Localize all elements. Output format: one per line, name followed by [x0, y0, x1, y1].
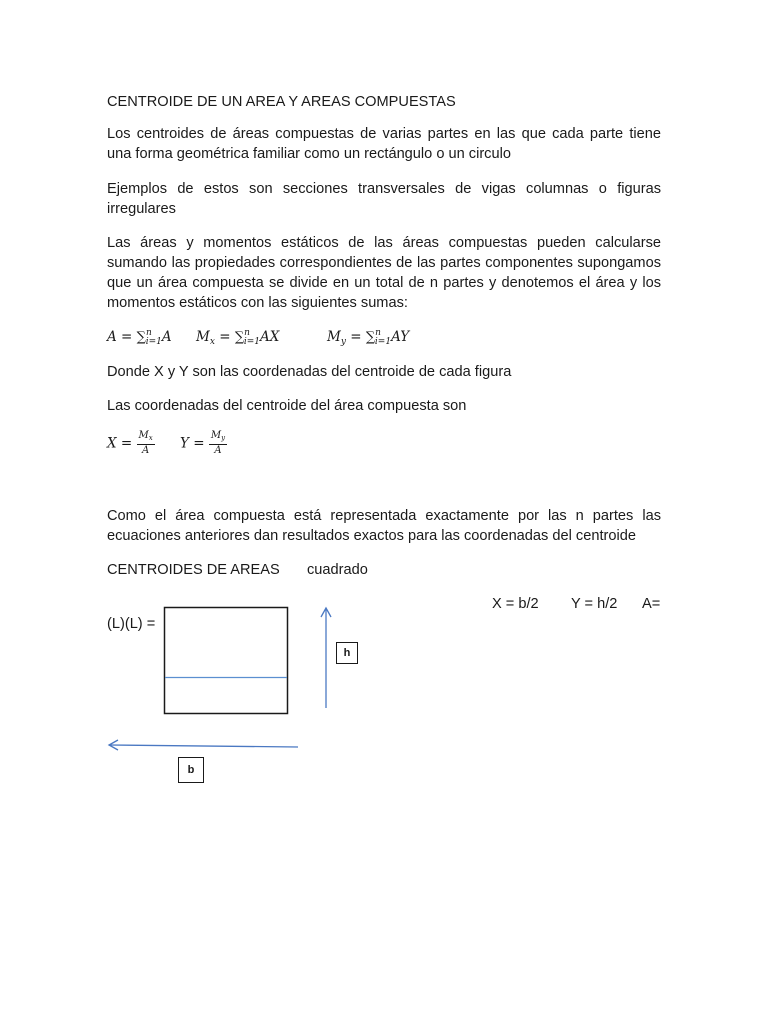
width-label: b: [187, 764, 195, 776]
section-heading: CENTROIDES DE AREAS: [107, 562, 280, 578]
formula-a-square: A=: [642, 596, 661, 612]
formula-y-square: Y = h/2: [571, 596, 618, 612]
document-title: CENTROIDE DE UN AREA Y AREAS COMPUESTAS: [107, 94, 456, 110]
formula-mx-sum: $M_x = \sum^n_{i=1}AX$: [196, 328, 280, 347]
formula-y-centroid: Y = $\frac{M_y}{A}$: [180, 430, 226, 456]
height-arrow-head: [321, 608, 331, 617]
paragraph-intro: Los centroides de áreas compuestas de varias partes en las que cada parte tiene una forma geométrica familiar como un rectángulo o un circulo: [107, 126, 661, 162]
paragraph-coordenadas: Las coordenadas del centroide del área compuesta son: [107, 398, 467, 414]
height-label-box: [336, 642, 358, 664]
formula-area-product: (L)(L) =: [107, 616, 156, 632]
width-label-box: [178, 757, 204, 783]
width-arrow-line: [109, 745, 298, 747]
paragraph-como: Como el área compuesta está representada exactamente por las n partes las ecuaciones anteriores dan resultados exactos para las coordenadas del centroide: [107, 508, 661, 544]
formula-x-square: X = b/2: [492, 596, 539, 612]
height-label: h: [343, 647, 351, 659]
paragraph-donde: Donde X y Y son las coordenadas del centroide de cada figura: [107, 364, 512, 380]
formula-my-sum: $M_y = \sum^n_{i=1}AY$: [327, 328, 410, 347]
width-arrow-head: [109, 740, 118, 750]
paragraph-areas: Las áreas y momentos estáticos de las áreas compuestas pueden calcularse sumando las propiedades correspondientes de las partes componentes supongamos que un área compuesta se divide en un total de n partes y denotemos el área y los momentos estáticos con las siguientes sumas:: [107, 235, 661, 311]
section-subheading: cuadrado: [307, 562, 368, 578]
paragraph-examples: Ejemplos de estos son secciones transversales de vigas columnas o figuras irregulares: [107, 181, 661, 217]
formula-x-centroid: X = $\frac{M_x}{A}$: [107, 430, 153, 456]
square-shape: [165, 608, 288, 714]
formula-area-sum: A = ∑$^n_{i=1}$A: [107, 328, 172, 347]
